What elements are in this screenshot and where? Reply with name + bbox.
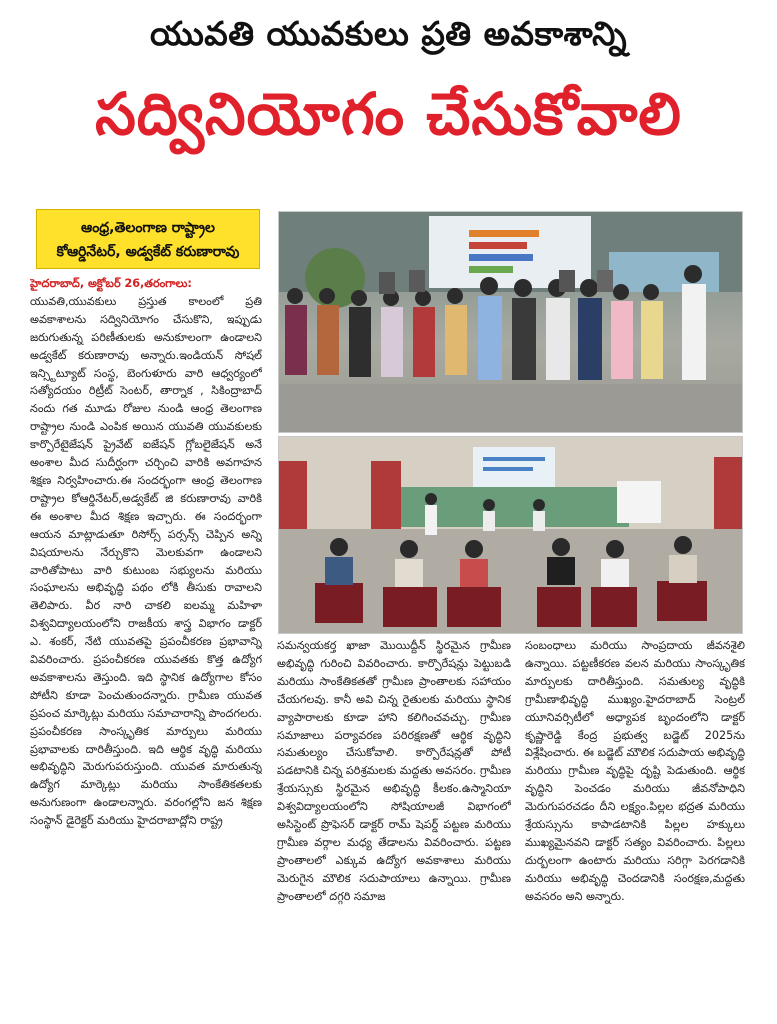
- article-column-1-text: యువతి,యువకులు ప్రస్తుత కాలంలో ప్రతి అవకాశాలను సద్వినియోగం చేసుకొని, ఇప్పుడు జరుగుతున్న పరిణీతులకు అనుకూలంగా ఉండాలని అడ్వకేట్ కరుణారావు అన్నారు.ఇండియన్ సోషల్ ఇన్స్టిట్యూట్ సంస్థ, బెంగుళూరు వారి ఆధ్వర్యంలో సత్యోదయం రిట్రీట్ సెంటర్, తార్నాక , సికింద్రాబాద్ నందు గత మూడు రోజుల నుండి ఆంధ్ర తెలంగాణ రాష్ట్రాల నుండి ఎంపిక అయిన యువతి యువకులకు కార్పొరేటైజేషన్ ప్రైవేట్ ఐజేషన్ గ్లోబలైజేషన్ అనే అంశాల మీద సుదీర్ఘంగా చర్చించి వారికి అవగాహన శిక్షణ నిర్వహించారు.ఈ సందర్భంగా ఆంధ్ర తెలంగాణ రాష్ట్రాల కోఆర్డినేటర్,అడ్వకేట్ జి కరుణారావు వారికి ఈ అంశాల మీద శిక్షణ ఇచ్చారు. ఈ సందర్భంగా ఆయన మాట్లాడుతూ రిసోర్స్ పర్సన్స్ చెప్పిన అన్ని విషయాలను నేర్చుకొని మెలకువగా ఉండాలని వారితోపాటు వారి కుటుంబ సభ్యులను మరియు సంఘాలను అభివృద్ధి పథం లోకి తీసుకు రావాలని తెలిపారు. వీర నారి చాకలి ఐలమ్మ మహిళా విశ్వవిద్యాలయంలోని రాజకీయ శాస్త్ర విభాగం డాక్టర్ ఎ. శంకర్, నేటి యువతపై ప్రపంచీకరణ ప్రభావాన్ని వివరించారు. ప్రపంచీకరణ యువతకు కొత్త ఉద్యోగ అవకాశాలను తెస్తుంది. ఇది స్థానిక ఉద్యోగాల కోసం పోటీని కూడా పెంచుతుందన్నారు. గ్రామీణ యువత ప్రపంచ మార్కెట్లు మరియు సమాచారాన్ని పొందగలరు. ప్రపంచీకరణ సాంస్కృతిక మార్పులు మరియు ప్రభావాలకు దారితీస్తుంది. ఇది ఆర్థిక వృద్ధి మరియు అభివృద్ధిని మెరుగుపరుస్తుంది. యువత మారుతున్న ఉద్యోగ మార్కెట్లు మరియు సాంకేతికతలకు అనుగుణంగా ఉండాలన్నారు. వరంగల్లోని జన శిక్షణ సంస్థాన్ డైరెక్టర్ మరియు హైదరాబాద్లోని రాష్ట్ర: [30, 294, 262, 828]
- byline-box: [36, 209, 260, 269]
- article-column-2: [277, 637, 511, 1017]
- article-column-2-text: సమన్వయకర్త ఖాజా మొయిద్దీన్ స్థిరమైన గ్రామీణ అభివృద్ధి గురించి వివరించారు. కార్పొరేషన్లు పెట్టుబడి మరియు సాంకేతికతతో గ్రామీణ ప్రాంతాలకు సహాయం చేయగలవు. కానీ అవి చిన్న రైతులకు మరియు స్థానిక వ్యాపారాలకు కూడా హాని కలిగించవచ్చు. గ్రామీణ సమాజాలు పర్యావరణ పరిరక్షణతో ఆర్థిక వృద్ధిని సమతుల్యం చేసుకోవాలి. కార్పొరేషన్లతో పోటీ పడటానికి చిన్న పరిశ్రమలకు మద్దతు అవసరం. గ్రామీణ శ్రేయస్సుకు స్థిరమైన అభివృద్ధి కీలకం.ఉస్మానియా విశ్వవిద్యాలయంలోని సోషియాలజీ విభాగంలో అసిస్టెంట్ ప్రొఫెసర్ డాక్టర్ రామ్ షెపర్డ్ పట్టణ మరియు గ్రామీణ వర్గాల మధ్య తేడాలను వివరించారు. పట్టణ ప్రాంతాలలో ఎక్కువ ఉద్యోగ అవకాశాలు మరియు మెరుగైన మౌలిక సదుపాయాలు ఉన్నాయి. గ్రామీణ ప్రాంతాలలో దగ్గరి సమాజ: [277, 639, 511, 903]
- article-column-3: [525, 637, 745, 1017]
- article-column-1: [30, 275, 262, 1015]
- article-column-3-text: సంబంధాలు మరియు సాంప్రదాయ జీవనశైలి ఉన్నాయి. పట్టణీకరణ వలన మరియు సాంస్కృతిక మార్పులకు దారితీస్తుంది. సమతుల్య వృద్ధికి గ్రామీణాభివృద్ధి ముఖ్యం.హైదరాబాద్ సెంట్రల్ యూనివర్సిటీలో అధ్యాపక బృందంలోని డాక్టర్ కృష్ణారెడ్డి కేంద్ర ప్రభుత్వ బడ్జెట్ 2025ను విశ్లేషించారు. ఈ బడ్జెట్ మౌలిక సదుపాయ అభివృద్ధి మరియు గ్రామీణ వృద్ధిపై దృష్టి పెడుతుంది. ఆర్థిక వృద్ధిని పెంచడం మరియు జీవనోపాధిని మెరుగుపరచడం దీని లక్ష్యం.పిల్లల భద్రత మరియు శ్రేయస్సును కాపాడటానికి పిల్లల హక్కులు ముఖ్యమైనవని డాక్టర్ సత్యం వివరించారు. పిల్లలు దుర్బలంగా ఉంటారు మరియు సరిగ్గా పెరగడానికి మరియు అభివృద్ధి చెందడానికి సంరక్షణ,మద్దతు అవసరం అని అన్నారు.: [525, 639, 745, 903]
- byline-line-2: కోఆర్డినేటర్, అడ్వకేట్ కరుణారావు: [56, 244, 240, 260]
- session-photo: [278, 436, 743, 634]
- group-photo: [278, 211, 743, 433]
- dateline: హైదరాబాద్, అక్టోబర్ 26,తరంగాలు:: [30, 277, 192, 290]
- headline-kicker: యువతి యువకులు ప్రతి అవకాశాన్ని: [149, 14, 628, 53]
- headline-main: సద్వినియోగం చేసుకోవాలి: [95, 80, 682, 148]
- byline-line-1: ఆంధ్ర,తెలంగాణ రాష్ట్రాల: [81, 220, 215, 236]
